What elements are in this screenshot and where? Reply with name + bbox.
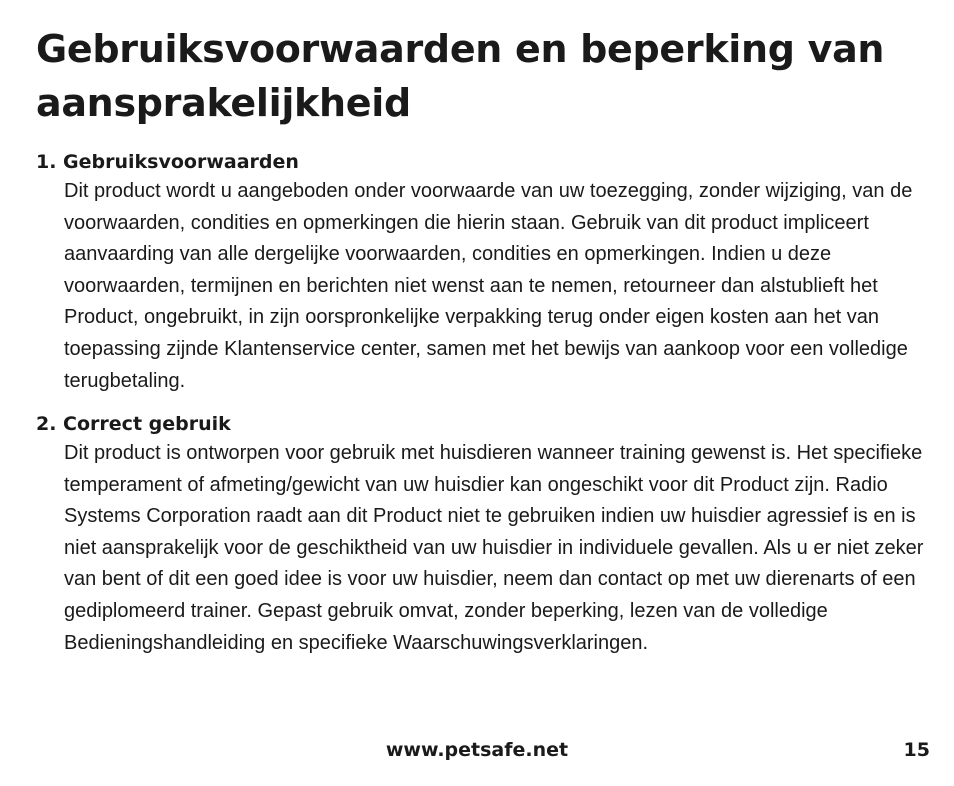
section-body: Dit product is ontworpen voor gebruik met huisdieren wanneer training gewenst is. Het specifieke temperament of afmeting/gewicht van uw huisdier kan ongeschikt voor dit Product zijn. Radio Systems Corporation raadt aan dit Product niet te gebruiken indien uw huisdier agressief is en is niet aansprakelijk voor de geschiktheid van uw huisdier in individuele gevallen. Als u er niet zeker van bent of dit een goed idee is voor uw huisdier, neem dan contact op met uw dierenarts of een gediplomeerd trainer. Gepast gebruik omvat, zonder beperking, lezen van de volledige Bedieningshandleiding en specifieke Waarschuwingsverklaringen. [64, 442, 924, 654]
page-number: 15 [903, 739, 930, 761]
footer-url: www.petsafe.net [385, 739, 569, 761]
page-title: Gebruiksvoorwaarden en beperking van aansprakelijkheid [36, 27, 885, 125]
section-heading: 1. Gebruiksvoorwaarden [36, 151, 299, 173]
section-body: Dit product wordt u aangeboden onder voorwaarde van uw toezegging, zonder wijziging, van de voorwaarden, condities en opmerkingen die hierin staan. Gebruik van dit product impliceert aanvaarding van alle dergelijke voorwaarden, condities en opmerkingen. Indien u deze voorwaarden, termijnen en berichten niet wenst aan te nemen, retourneer dan alstublieft het Product, ongebruikt, in zijn oorspronkelijke verpakking terug onder eigen kosten aan het van toepassing zijnde Klantenservice center, samen met het bewijs van aankoop voor een volledige terugbetaling. [64, 180, 913, 392]
section-correct-use [36, 410, 936, 659]
section-heading: 2. Correct gebruik [36, 413, 231, 435]
section-terms-of-use [36, 148, 936, 397]
